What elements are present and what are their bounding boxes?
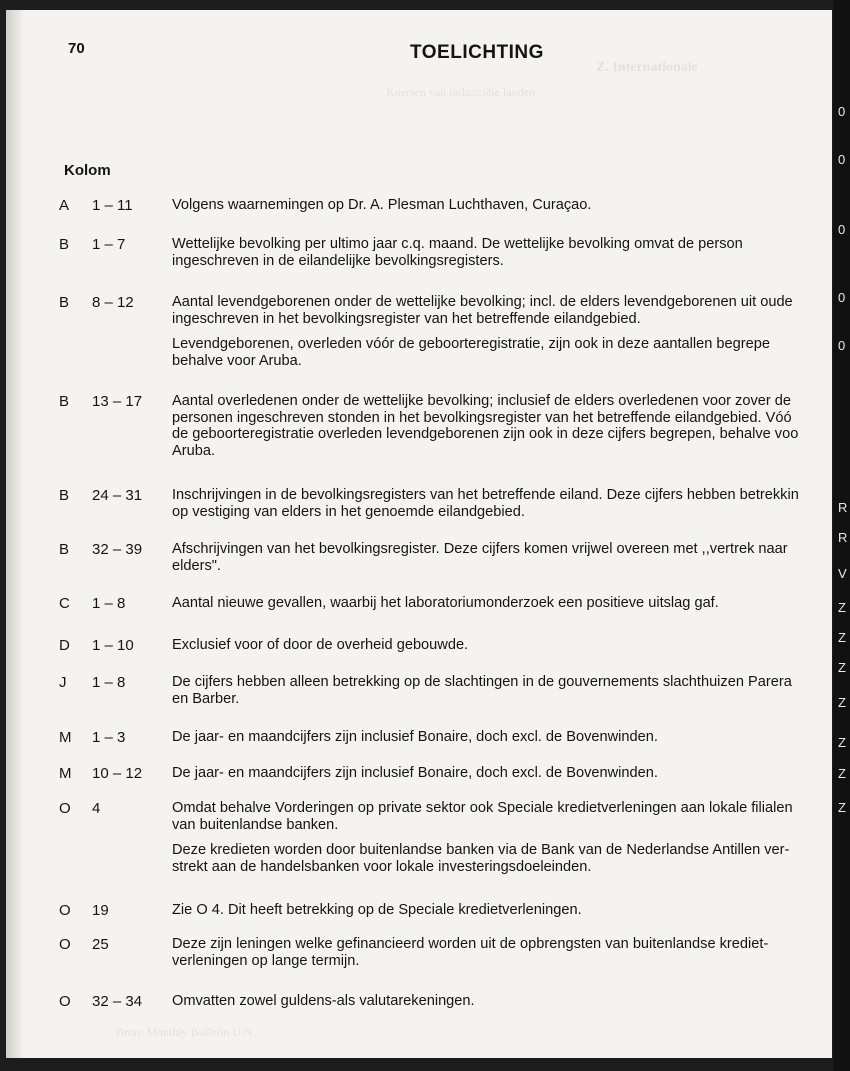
description-line: Volgens waarnemingen op Dr. A. Plesman Luchthaven, Curaçao.	[172, 197, 592, 213]
entry-column-range: 1 – 11	[92, 197, 133, 214]
entry-code: O	[59, 993, 71, 1010]
entry-column-range: 1 – 8	[92, 674, 126, 691]
entry-code: B	[59, 393, 70, 410]
entry-description	[172, 595, 832, 612]
description-line: Exclusief voor of door de overheid gebouwde.	[172, 637, 469, 653]
description-line: De cijfers hebben alleen betrekking op de slachtingen in de gouvernements slachthuizen Parera	[172, 674, 792, 690]
description-line: De jaar- en maandcijfers zijn inclusief Bonaire, doch excl. de Bovenwinden.	[172, 765, 658, 781]
entry-description	[172, 487, 832, 520]
entry-description	[172, 236, 832, 269]
adjacent-page-letter: 0	[838, 338, 846, 353]
description-paragraph	[172, 842, 832, 875]
entry-code: J	[59, 674, 67, 691]
entry-column-range: 8 – 12	[92, 294, 134, 311]
entry-description	[172, 541, 832, 574]
entry-column-range: 19	[92, 902, 109, 919]
entry-description	[172, 674, 832, 707]
entry-column-range: 32 – 39	[92, 541, 143, 558]
bleed-through-text: Koersen van industriële landen	[386, 85, 535, 99]
entry-code: M	[59, 765, 72, 782]
entry-code: D	[59, 637, 70, 654]
entry-code: O	[59, 800, 71, 817]
description-line: strekt aan de handelsbanken voor lokale investeringsdoeleinden.	[172, 858, 592, 875]
description-line: Aantal nieuwe gevallen, waarbij het laboratoriumonderzoek een positieve uitslag gaf.	[172, 595, 719, 611]
entry-description	[172, 294, 832, 369]
description-line: Omvatten zowel guldens-als valutarekeningen.	[172, 993, 475, 1009]
adjacent-page-letter: Z	[838, 600, 846, 615]
entry-description	[172, 765, 832, 782]
description-line: en Barber.	[172, 690, 240, 707]
entry-column-range: 25	[92, 936, 109, 953]
entry-code: O	[59, 936, 71, 953]
entry-column-range: 32 – 34	[92, 993, 143, 1010]
page-number: 70	[68, 40, 85, 57]
adjacent-page-letter: Z	[838, 735, 846, 750]
adjacent-page-letter: Z	[838, 766, 846, 781]
entry-code: B	[59, 487, 70, 504]
description-line: Zie O 4. Dit heeft betrekking op de Speciale kredietverleningen.	[172, 902, 582, 918]
entry-column-range: 1 – 3	[92, 729, 126, 746]
description-line: De jaar- en maandcijfers zijn inclusief Bonaire, doch excl. de Bovenwinden.	[172, 729, 658, 745]
entry-code: B	[59, 541, 70, 558]
column-heading: Kolom	[64, 162, 111, 179]
adjacent-page-letter: V	[838, 566, 847, 581]
bleed-through-text: Z. Internationale	[596, 60, 698, 75]
description-line: Deze kredieten worden door buitenlandse banken via de Bank van de Nederlandse Antillen ver-	[172, 842, 790, 858]
entry-code: O	[59, 902, 71, 919]
adjacent-page-letter: Z	[838, 630, 846, 645]
description-line: ingeschreven in de eilandelijke bevolkingsregisters.	[172, 252, 504, 269]
description-line: verleningen op lange termijn.	[172, 952, 360, 969]
entry-column-range: 24 – 31	[92, 487, 143, 504]
adjacent-page-letter: 0	[838, 104, 846, 119]
entry-column-range: 13 – 17	[92, 393, 143, 410]
entry-column-range: 1 – 8	[92, 595, 126, 612]
adjacent-page-edge	[833, 0, 850, 1071]
adjacent-page-letter: Z	[838, 800, 846, 815]
entry-code: M	[59, 729, 72, 746]
entry-description	[172, 902, 832, 919]
document-page	[6, 10, 832, 1058]
description-line: op vestiging van elders in het genoemde eilandgebied.	[172, 503, 525, 520]
entry-code: C	[59, 595, 70, 612]
description-line: behalve voor Aruba.	[172, 352, 302, 369]
description-line: personen ingeschreven stonden in het bevolkingsregister van het betreffende eilandgebied. Vóó	[172, 409, 792, 426]
adjacent-page-letter: 0	[838, 222, 846, 237]
entry-code: B	[59, 294, 70, 311]
entry-description	[172, 936, 832, 969]
description-paragraph	[172, 336, 832, 369]
entry-description	[172, 637, 832, 654]
adjacent-page-letter: Z	[838, 695, 846, 710]
entry-code: B	[59, 236, 70, 253]
entry-code: A	[59, 197, 70, 214]
entry-description	[172, 993, 832, 1010]
entry-column-range: 4	[92, 800, 101, 817]
entry-description	[172, 393, 832, 459]
entry-description	[172, 800, 832, 875]
bleed-through-text: Bron: Monthly Bulletin U.N	[116, 1025, 253, 1039]
entry-description	[172, 729, 832, 746]
description-line: de geboorteregistratie overleden levendgeborenen zijn ook in deze cijfers begrepen, behalve voo	[172, 426, 799, 442]
description-line: Aantal levendgeborenen onder de wettelijke bevolking; incl. de elders levendgeborenen uit oude	[172, 294, 793, 310]
adjacent-page-letter: R	[838, 500, 848, 515]
adjacent-page-letter: 0	[838, 290, 846, 305]
adjacent-page-letter: 0	[838, 152, 846, 167]
description-line: Aantal overledenen onder de wettelijke bevolking; inclusief de elders overledenen voor zover de	[172, 393, 792, 409]
description-line: van buitenlandse banken.	[172, 816, 339, 833]
description-line: Wettelijke bevolking per ultimo jaar c.q. maand. De wettelijke bevolking omvat de person	[172, 236, 743, 252]
description-line: elders".	[172, 557, 221, 574]
entry-column-range: 10 – 12	[92, 765, 143, 782]
description-line: Afschrijvingen van het bevolkingsregister. Deze cijfers komen vrijwel overeen met ,,vertrek naar	[172, 541, 788, 557]
description-line: ingeschreven in het bevolkingsregister van het betreffende eilandgebied.	[172, 310, 641, 327]
description-line: Inschrijvingen in de bevolkingsregisters van het betreffende eiland. Deze cijfers hebben betrekkin	[172, 487, 799, 503]
description-line: Levendgeborenen, overleden vóór de geboorteregistratie, zijn ook in deze aantallen begrepe	[172, 336, 770, 352]
entry-description	[172, 197, 832, 214]
page-title: TOELICHTING	[410, 42, 544, 63]
description-line: Omdat behalve Vorderingen op private sektor ook Speciale kredietverleningen aan lokale filialen	[172, 800, 793, 816]
entry-column-range: 1 – 10	[92, 637, 134, 654]
adjacent-page-letter: R	[838, 530, 848, 545]
adjacent-page-letter: Z	[838, 660, 846, 675]
description-line: Aruba.	[172, 442, 215, 459]
entry-column-range: 1 – 7	[92, 236, 126, 253]
description-line: Deze zijn leningen welke gefinancieerd worden uit de opbrengsten van buitenlandse krediet-	[172, 936, 769, 952]
page-gutter-shadow	[6, 10, 24, 1058]
